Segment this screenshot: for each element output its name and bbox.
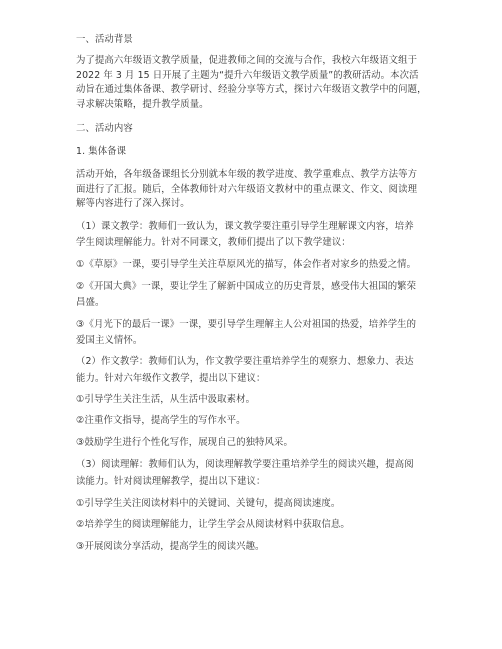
list-item: ③鼓励学生进行个性化写作，展现自己的独特风采。 bbox=[76, 437, 293, 448]
list-item: ②注重作文指导，提高学生的写作水平。 bbox=[76, 415, 246, 426]
paragraph-line: 2022 年 3 月 15 日开展了主题为“提升六年级语文教学质量”的教研活动。本次活 bbox=[76, 70, 419, 81]
paragraph-line: （2）作文教学：教师们认为，作文教学要注重培养学生的观察力、想象力、表达 bbox=[76, 356, 414, 367]
list-item: ③开展阅读分享活动，提高学生的阅读兴趣。 bbox=[76, 541, 265, 552]
list-item: ②培养学生的阅读理解能力，让学生学会从阅读材料中获取信息。 bbox=[76, 519, 350, 530]
paragraph-line: 能力。针对六年级作文教学，提出以下建议： bbox=[76, 373, 266, 384]
paragraph-line: 学生阅读理解能力。针对不同课文，教师们提出了以下教学建议： bbox=[76, 237, 351, 248]
list-item: ③《月光下的最后一课》一课，要引导学生理解主人公对祖国的热爱，培养学生的 bbox=[76, 319, 417, 330]
paragraph-line: 寻求解决策略，提升教学质量。 bbox=[76, 99, 209, 110]
paragraph-line: （1）课文教学：教师们一致认为，课文教学要注重引导学生理解课文内容，培养 bbox=[76, 221, 414, 232]
list-item: ②《开国大典》一课，要让学生了解新中国成立的历史背景，感受伟大祖国的繁荣 bbox=[76, 281, 417, 292]
list-item: ①引导学生关注阅读材料中的关键词、关键句，提高阅读速度。 bbox=[76, 498, 341, 509]
paragraph-line: 为了提高六年级语文教学质量，促进教师之间的交流与合作，我校六年级语文组于 bbox=[76, 55, 418, 66]
list-item: ①《草原》一课，要引导学生关注草原风光的描写，体会作者对家乡的热爱之情。 bbox=[76, 259, 417, 270]
paragraph-line: 面进行了汇报。随后，全体教师针对六年级语文教材中的重点课文、作文、阅读理 bbox=[76, 184, 418, 195]
paragraph-line: （3）阅读理解：教师们认为，阅读理解教学要注重培养学生的阅读兴趣，提高阅 bbox=[76, 459, 414, 470]
list-item: ①引导学生关注生活，从生活中汲取素材。 bbox=[76, 394, 256, 405]
paragraph-line: 活动开始，各年级备课组长分别就本年级的教学进度、教学重难点、教学方法等方 bbox=[76, 169, 418, 180]
paragraph-line: 解等内容进行了深入探讨。 bbox=[76, 198, 190, 209]
heading-background: 一、活动背景 bbox=[76, 34, 133, 45]
paragraph-line: 读能力。针对阅读理解教学，提出以下建议： bbox=[76, 476, 266, 487]
subheading-collective-prep: 1. 集体备课 bbox=[76, 146, 127, 157]
heading-content: 二、活动内容 bbox=[76, 123, 133, 134]
list-item-continuation: 昌盛。 bbox=[76, 297, 105, 308]
paragraph-line: 动旨在通过集体备课、教学研讨、经验分享等方式，探讨六年级语文教学中的问题， bbox=[76, 84, 427, 95]
list-item-continuation: 爱国主义情怀。 bbox=[76, 335, 143, 346]
